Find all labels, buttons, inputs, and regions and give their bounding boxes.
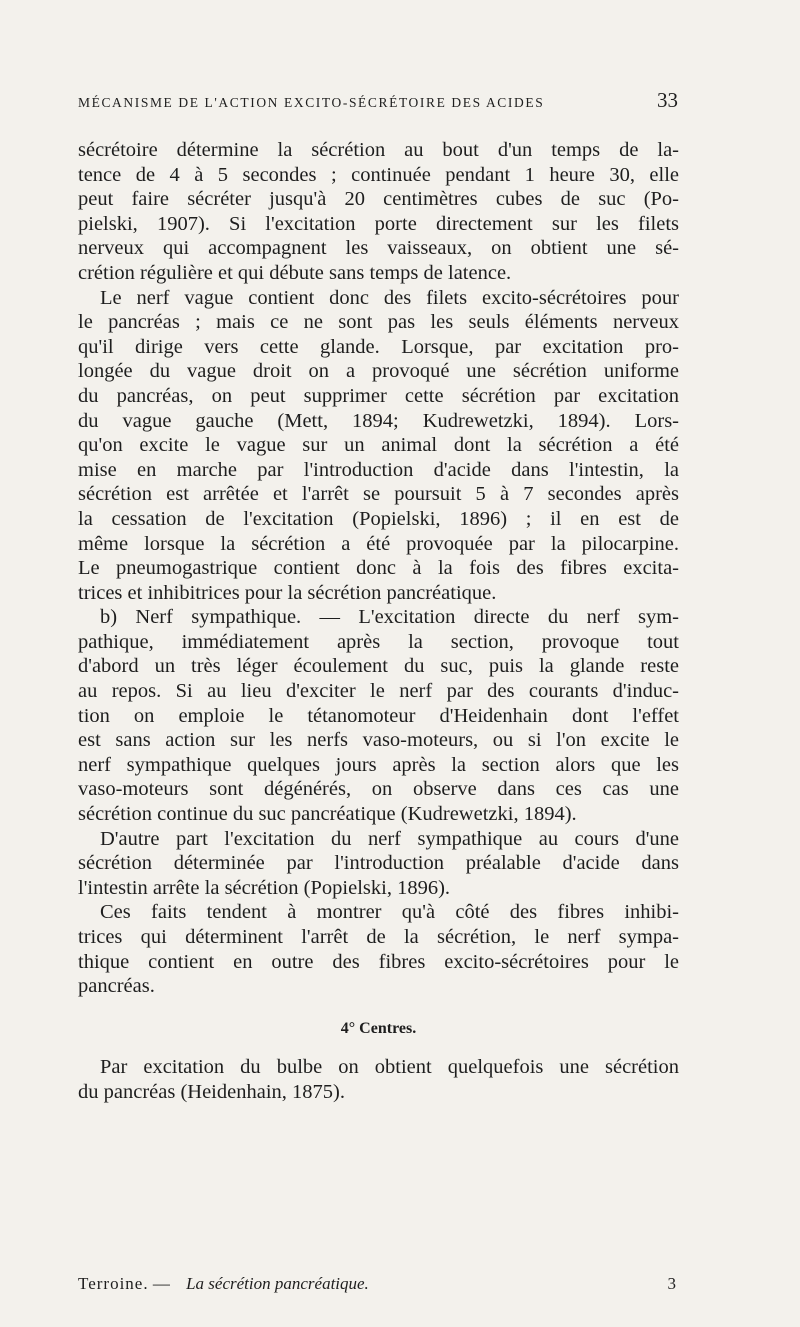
footer-author: Terroine. (78, 1274, 149, 1293)
text-line: tence de 4 à 5 secondes ; continuée pendant 1 heure 30, elle (78, 163, 679, 186)
page-header (78, 88, 678, 113)
text-line: Ces faits tendent à montrer qu'à côté des fibres inhibi- (100, 901, 679, 924)
text-line: thique contient en outre des fibres excito-sécrétoires pour le (78, 950, 679, 973)
text-line: b) Nerf sympathique. — L'excitation directe du nerf sym- (100, 606, 679, 629)
text-line: pathique, immédiatement après la section, provoque tout (78, 630, 679, 653)
text-line: peut faire sécréter jusqu'à 20 centimètres cubes de suc (Po- (78, 188, 679, 211)
text-line: qu'il dirige vers cette glande. Lorsque, par excitation pro- (78, 335, 679, 358)
text-line: du pancréas, on peut supprimer cette sécrétion par excitation (78, 384, 679, 407)
text-line: au repos. Si au lieu d'exciter le nerf par des courants d'induc- (78, 680, 679, 703)
text-line: qu'on excite le vague sur un animal dont la sécrétion a été (78, 434, 679, 457)
text-line: vaso-moteurs sont dégénérés, on observe dans ces cas une (78, 778, 679, 801)
text-line: Le nerf vague contient donc des filets excito-sécrétoires pour (100, 286, 679, 309)
text-line: nerveux qui accompagnent les vaisseaux, on obtient une sé- (78, 237, 679, 260)
running-title: MÉCANISME DE L'ACTION EXCITO-SÉCRÉTOIRE DES ACIDES (78, 95, 545, 110)
text-line: même lorsque la sécrétion a été provoquée par la pilocarpine. (78, 532, 679, 555)
text-line: est sans action sur les nerfs vaso-moteurs, ou si l'on excite le (78, 729, 679, 752)
text-line: sécrétion est arrêtée et l'arrêt se poursuit 5 à 7 secondes après (78, 483, 679, 506)
text-line: Le pneumogastrique contient donc à la fois des fibres excita- (78, 557, 679, 580)
text-line: pancréas. (78, 975, 155, 998)
text-line: l'intestin arrête la sécrétion (Popielski, 1896). (78, 876, 451, 899)
text-line: D'autre part l'excitation du nerf sympathique au cours d'une (100, 827, 679, 850)
text-line: le pancréas ; mais ce ne sont pas les seuls éléments nerveux (78, 311, 679, 334)
text-line: trices et inhibitrices pour la sécrétion pancréatique. (78, 581, 497, 604)
body-text (78, 138, 679, 1105)
text-line: tion on emploie le tétanomoteur d'Heidenhain dont l'effet (78, 704, 679, 727)
section-heading: 4° Centres. (340, 1019, 417, 1037)
text-line: sécrétion continue du suc pancréatique (Kudrewetzki, 1894). (78, 803, 577, 826)
text-line: sécrétion déterminée par l'introduction préalable d'acide dans (78, 852, 679, 875)
text-line: pielski, 1907). Si l'excitation porte directement sur les filets (78, 212, 679, 235)
signature-mark: 3 (667, 1274, 676, 1293)
text-line: crétion régulière et qui débute sans temps de latence. (78, 261, 512, 284)
footer-dash: — (152, 1274, 170, 1293)
page-footer (78, 1274, 676, 1294)
text-line: du vague gauche (Mett, 1894; Kudrewetzki, 1894). Lors- (78, 409, 679, 432)
text-line: du pancréas (Heidenhain, 1875). (78, 1080, 345, 1103)
text-line: la cessation de l'excitation (Popielski, 1896) ; il en est de (78, 507, 679, 530)
footer-book-title: La sécrétion pancréatique. (186, 1274, 369, 1293)
text-line: sécrétoire détermine la sécrétion au bout d'un temps de la- (78, 139, 679, 161)
text-line: nerf sympathique quelques jours après la section alors que les (78, 753, 679, 776)
text-line: Par excitation du bulbe on obtient quelquefois une sécrétion (100, 1056, 679, 1079)
page-number: 33 (657, 88, 678, 112)
text-line: trices qui déterminent l'arrêt de la sécrétion, le nerf sympa- (78, 926, 679, 948)
text-line: mise en marche par l'introduction d'acide dans l'intestin, la (78, 458, 679, 481)
text-line: longée du vague droit on a provoqué une sécrétion uniforme (78, 360, 679, 383)
text-line: d'abord un très léger écoulement du suc, puis la glande reste (78, 655, 679, 678)
footer-citation (78, 1274, 369, 1294)
